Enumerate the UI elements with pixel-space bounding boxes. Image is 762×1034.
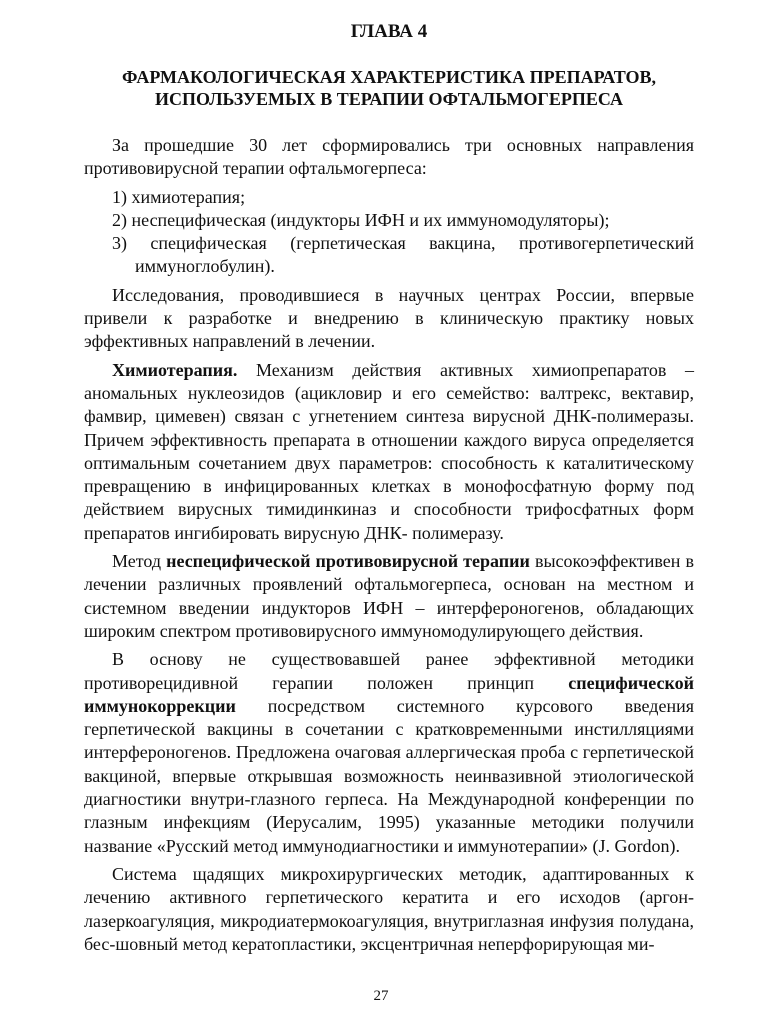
microsurgery-paragraph: Система щадящих микрохирургических методик, адаптированных к лечению активного герпетического кератита и его исходов (аргон-лазеркоагуляция, микродиатермокоагуляция, внутриглазная инфузия полудана, бес-шовный метод кератопластики, эксцентричная неперфорирующая ми-: [84, 863, 694, 954]
chapter-heading: ГЛАВА 4: [350, 21, 428, 42]
document-page: [84, 20, 694, 961]
page-number: 27: [373, 988, 389, 1004]
specific-text: посредством системного курсового введения герпетической вакцины в сочетании с кратковременными инстилляциями интерфероногенов. Предложена очаговая аллергическая проба с герпетической вакциной, впервые открывшая возможность неинвазивной этиологической диагностики внутри-глазного герпеса. На Международной конференции по глазным инфекциям (Иерусалим, 1995) указанные методики получили название «Русский метод иммунодиагностики и иммунотерапии» (J. Gordon).: [84, 695, 694, 856]
chapter-title: [84, 66, 694, 110]
intro-paragraph: За прошедшие 30 лет сформировались три основных направления противовирусной терапии офтальмогерпеса:: [84, 135, 694, 179]
directions-list: [84, 186, 694, 279]
nonspecific-lead: Метод: [112, 551, 167, 572]
chapter-title-line-1: ФАРМАКОЛОГИЧЕСКАЯ ХАРАКТЕРИСТИКА ПРЕПАРАТОВ,: [122, 67, 656, 87]
list-item: 3) специфическая (герпетическая вакцина, противогерпетический иммуноглобулин).: [112, 233, 694, 277]
nonspecific-paragraph: [84, 550, 694, 643]
list-item: 1) химиотерапия;: [112, 186, 246, 207]
research-paragraph: Исследования, проводившиеся в научных центрах России, впервые привели к разработке и внедрению в клиническую практику новых эффективных направлений в лечении.: [84, 284, 694, 352]
nonspecific-text: высокоэффективен в лечении различных проявлений офтальмогерпеса, основан на местном и системном введении индукторов ИФН – интерфероногенов, обладающих широким спектром противовирусного иммуномодулирующего действия.: [84, 551, 695, 641]
chapter-title-line-2: ИСПОЛЬЗУЕМЫХ В ТЕРАПИИ ОФТАЛЬМОГЕРПЕСА: [155, 89, 623, 109]
chemotherapy-text: Механизм действия активных химиопрепаратов – аномальных нуклеозидов (ацикловир и его семейство: валтрекс, вектавир, фамвир, цимевен) связан с угнетением синтеза вирусной ДНК-полимеразы. Причем эффективность препарата в отношении каждого вируса определяется оптимальным сочетанием двух параметров: способность к каталитическому превращению в инфицированных клетках в монофосфатную форму под действием вирусных тимидинкиназ и способности трифосфатных форм препаратов ингибировать вирусную ДНК- полимеразу.: [84, 359, 694, 543]
specific-paragraph: [84, 648, 694, 858]
chemotherapy-term: Химиотерапия.: [112, 359, 238, 380]
specific-term: специфической иммунокоррекции: [84, 672, 694, 716]
chemotherapy-paragraph: [84, 359, 694, 545]
nonspecific-term: неспецифической противовирусной терапии: [166, 551, 530, 572]
specific-lead: В основу не существовавшей ранее эффективной методики противорецидивной герапии положен принцип: [84, 649, 694, 693]
list-item: 2) неспецифическая (индукторы ИФН и их иммуномодуляторы);: [112, 209, 610, 230]
